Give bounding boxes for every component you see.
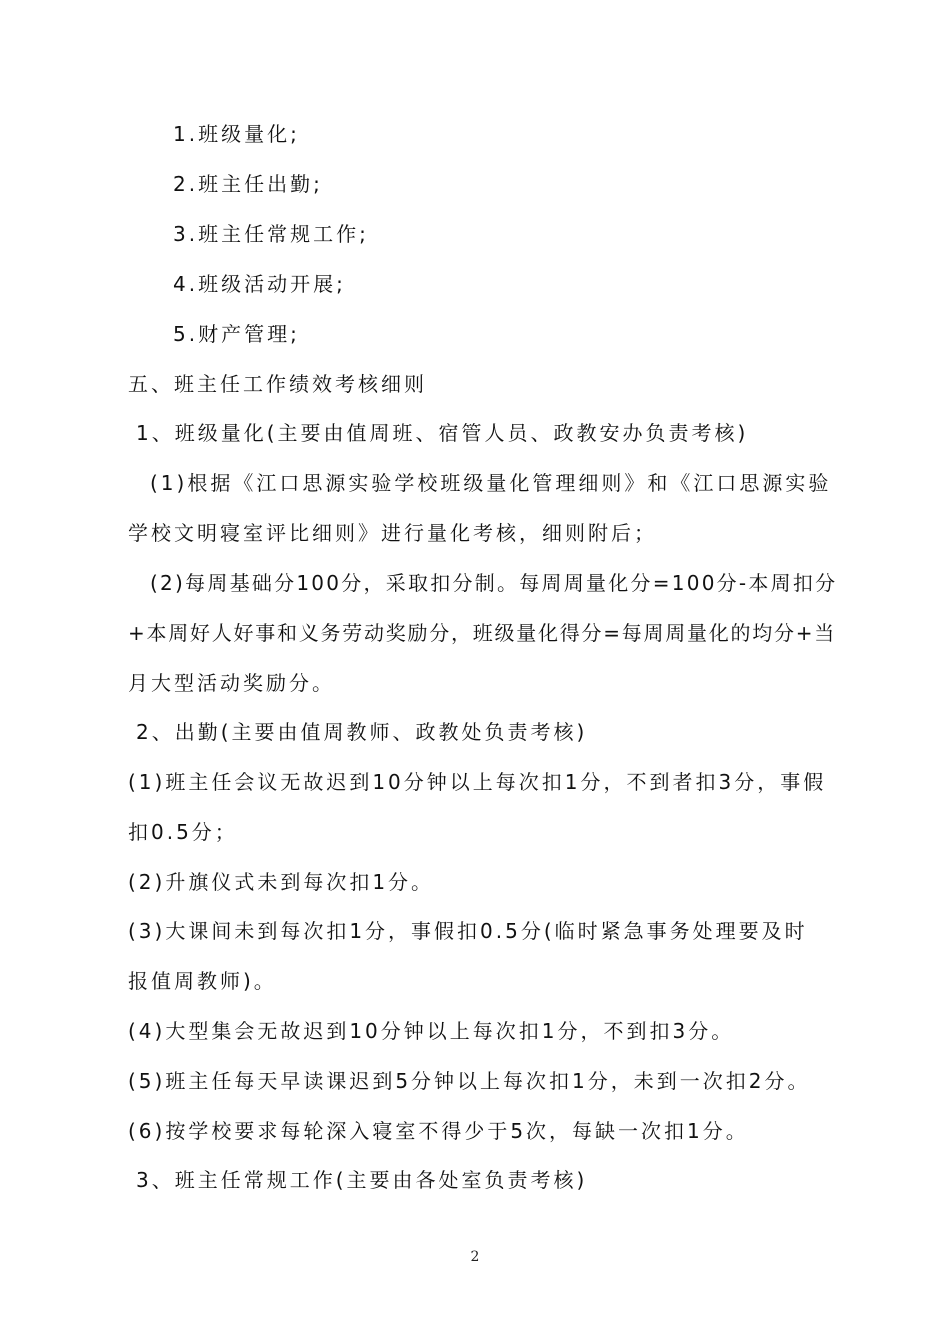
paragraph-line: 学校文明寝室评比细则》进行量化考核，细则附后； [128,521,657,545]
paragraph-line: (6)按学校要求每轮深入寝室不得少于5次，每缺一次扣1分。 [128,1119,749,1143]
list-item: 4.班级活动开展; [173,272,346,296]
section-heading: 五、班主任工作绩效考核细则 [128,372,427,396]
list-item: 5.财产管理; [173,322,300,346]
paragraph-line: 报值周教师)。 [128,969,277,993]
paragraph-line: +本周好人好事和义务劳动奖励分，班级量化得分=每周周量化的均分+当 [128,621,837,645]
paragraph-line: (1)根据《江口思源实验学校班级量化管理细则》和《江口思源实验 [150,471,832,495]
subsection-heading: 2、出勤(主要由值周教师、政教处负责考核) [136,720,588,744]
paragraph-line: (2)每周基础分100分，采取扣分制。每周周量化分=100分-本周扣分 [150,571,838,595]
page-number: 2 [470,1249,480,1265]
paragraph-line: (3)大课间未到每次扣1分，事假扣0.5分(临时紧急事务处理要及时 [128,919,808,943]
paragraph-line: (2)升旗仪式未到每次扣1分。 [128,870,435,894]
paragraph-line: (5)班主任每天早读课迟到5分钟以上每次扣1分，未到一次扣2分。 [128,1069,811,1093]
list-item: 3.班主任常规工作; [173,222,369,246]
list-item: 2.班主任出勤; [173,172,323,196]
subsection-heading: 3、班主任常规工作(主要由各处室负责考核) [136,1168,588,1192]
subsection-heading: 1、班级量化(主要由值周班、宿管人员、政教安办负责考核) [136,421,749,445]
paragraph-line: 月大型活动奖励分。 [128,671,335,695]
paragraph-line: 扣0.5分； [128,820,238,844]
list-item: 1.班级量化; [173,122,300,146]
paragraph-line: (1)班主任会议无故迟到10分钟以上每次扣1分，不到者扣3分，事假 [128,770,827,794]
paragraph-line: (4)大型集会无故迟到10分钟以上每次扣1分，不到扣3分。 [128,1019,735,1043]
